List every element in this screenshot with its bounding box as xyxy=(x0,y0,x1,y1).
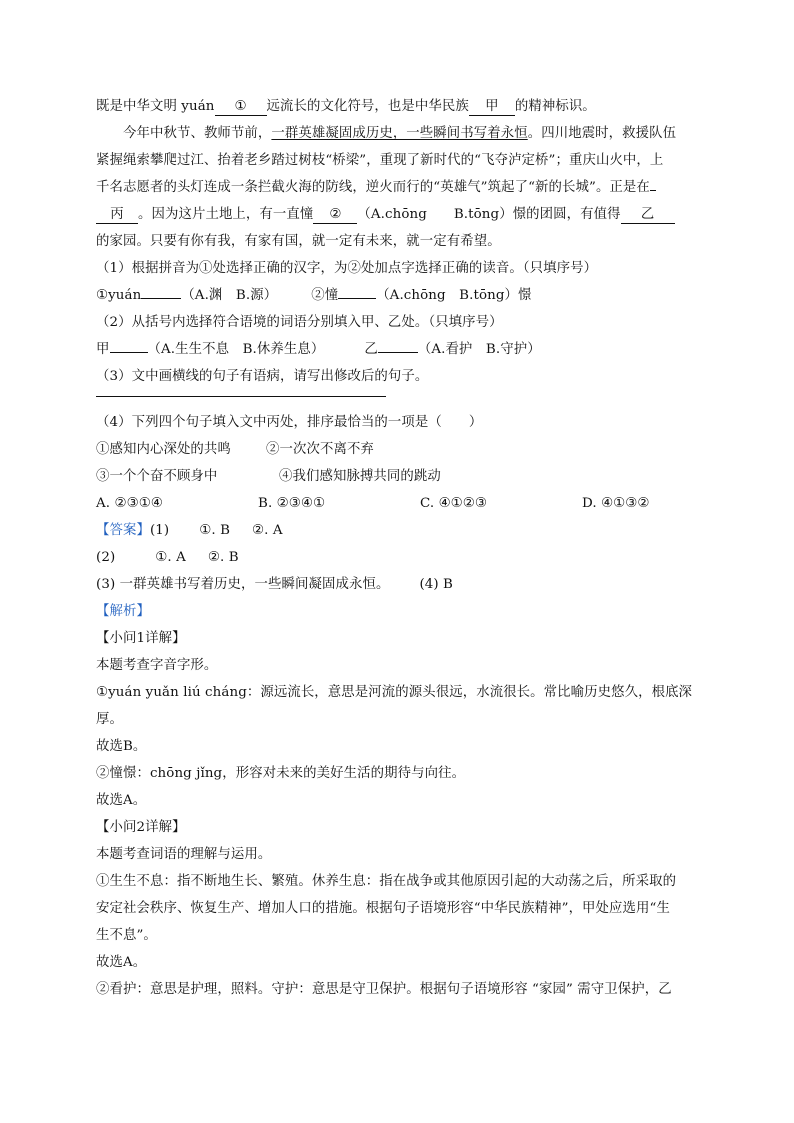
passage-line-1: 既是中华文明 yuán ① 远流长的文化符号，也是中华民族 甲 的精神标识。 xyxy=(96,99,596,114)
blank-2: ② xyxy=(313,207,357,224)
choice-a: A. ②③①④ xyxy=(96,496,163,511)
answer-line-3: (3) 一群英雄书写着历史，一些瞬间凝固成永恒。 (4) B xyxy=(96,577,454,592)
question-1-options: ①yuán （A.渊 B.源） ②憧 （A.chōng B.tōng）憬 xyxy=(96,288,532,303)
sentence-3: ③一个个奋不顾身中 xyxy=(96,469,218,484)
analysis-text: ②看护：意思是护理，照料。守护：意思是守卫保护。根据句子语境形容 “家园” 需守卫保护，乙 xyxy=(96,982,672,997)
blank-bing: 丙 xyxy=(96,207,138,224)
answer-blank xyxy=(338,298,376,299)
question-4-sentences-row-1 xyxy=(96,436,698,463)
choice-b: B. ②③④① xyxy=(258,496,326,511)
blank-jia: 甲 xyxy=(469,99,515,116)
analysis-text: 生不息”。 xyxy=(96,928,157,943)
analysis-text: ①yuán yuǎn liú cháng：源远流长，意思是河流的源头很远，水流很长。常比喻历史悠久，根底深 xyxy=(96,685,693,700)
analysis-label: 【解析】 xyxy=(96,604,150,619)
blank-yi: 乙 xyxy=(621,207,675,224)
sentence-2: ②一次次不离不弃 xyxy=(266,442,374,457)
question-2-options: 甲 （A.生生不息 B.休养生息） 乙 （A.看护 B.守护） xyxy=(96,342,541,357)
passage-line-3: 紧握绳索攀爬过江、抬着老乡踏过树枝“桥梁”，重现了新时代的“飞夺泸定桥”；重庆山火中，上 xyxy=(96,153,664,168)
question-4-sentences-row-2 xyxy=(96,463,698,490)
analysis-text: 故选A。 xyxy=(96,793,147,808)
analysis-text: ②憧憬：chōng jǐng，形容对未来的美好生活的期待与向往。 xyxy=(96,766,466,781)
analysis-text: 故选A。 xyxy=(96,955,147,970)
blank-1: ① xyxy=(215,99,267,116)
answer-line-2: (2) ①. A ②. B xyxy=(96,550,239,565)
answer-label: 【答案】 xyxy=(96,523,150,538)
analysis-text: 安定社会秩序、恢复生产、增加人口的措施。根据句子语境形容“中华民族精神”，甲处应选用“生 xyxy=(96,901,670,916)
answer-rule-line xyxy=(96,396,386,397)
question-2-stem: （2）从括号内选择符合语境的词语分别填入甲、乙处。（只填序号） xyxy=(96,315,503,330)
analysis-text: 本题考查字音字形。 xyxy=(96,658,218,673)
analysis-heading-2: 【小问2详解】 xyxy=(96,820,186,835)
analysis-text: ①生生不息：指不断地生长、繁殖。休养生息：指在战争或其他原因引起的大动荡之后，所采取的 xyxy=(96,874,677,889)
passage-line-6: 的家园。只要有你有我，有家有国，就一定有未来，就一定有希望。 xyxy=(96,234,501,249)
analysis-heading-1: 【小问1详解】 xyxy=(96,631,186,646)
answer-blank xyxy=(378,352,418,353)
document-content xyxy=(96,93,698,1003)
question-3-stem: （3）文中画横线的句子有语病，请写出修改后的句子。 xyxy=(96,369,429,384)
sentence-4: ④我们感知脉搏共同的跳动 xyxy=(279,469,441,484)
answer-blank xyxy=(141,298,181,299)
choice-c: C. ④①②③ xyxy=(420,496,487,511)
passage-line-2: 今年中秋节、教师节前，一群英雄凝固成历史，一些瞬间书写着永恒。四川地震时，救援队伍 xyxy=(123,126,677,141)
analysis-text: 厚。 xyxy=(96,712,123,727)
passage-line-4: 千名志愿者的头灯连成一条拦截火海的防线，逆火而行的“英雄气”筑起了“新的长城”。正是在 xyxy=(96,174,698,201)
blank-line-end xyxy=(650,190,656,191)
choice-d: D. ④①③② xyxy=(582,496,650,511)
analysis-text: 故选B。 xyxy=(96,739,147,754)
answer-blank xyxy=(110,352,148,353)
question-4-choices xyxy=(96,490,698,517)
analysis-text: 本题考查词语的理解与运用。 xyxy=(96,847,272,862)
underlined-sentence: 一群英雄凝固成历史，一些瞬间书写着永恒 xyxy=(271,126,528,141)
answer-line-1: 【答案】(1) ①. B ②. A xyxy=(96,523,283,538)
passage-line-5: 丙 。因为这片土地上，有一直憧 ② （A.chōng B.tōng）憬的团圆，有值得 乙 xyxy=(96,201,698,228)
sentence-1: ①感知内心深处的共鸣 xyxy=(96,442,231,457)
question-4-stem: （4）下列四个句子填入文中丙处，排序最恰当的一项是（ ） xyxy=(96,415,483,430)
question-1-stem: （1）根据拼音为①处选择正确的汉字，为②处加点字选择正确的读音。（只填序号） xyxy=(96,261,598,276)
